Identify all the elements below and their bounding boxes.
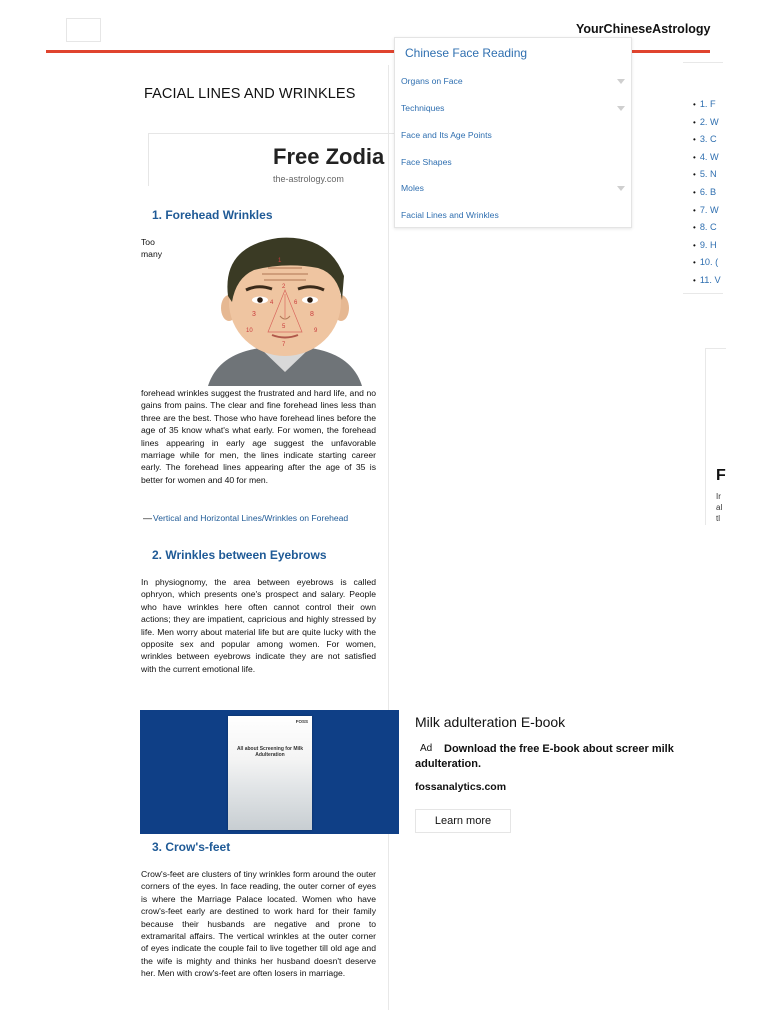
table-of-contents <box>683 62 723 294</box>
menu-item-label: Moles <box>401 183 424 193</box>
face-reading-dropdown-menu <box>394 37 632 228</box>
section-crows-feet-text: Crow's-feet are clusters of tiny wrinkles form around the outer corners of the eyes. In face reading, the outer corner of eyes is where the Marriage Palace located. Women who have crow's-feet early are destined to work hard for their family because their husbands are negative and prone to extramarital affairs. The vertical wrinkles at the outer corner of eyes indicate the couple fail to live together till old age and the wife is mighty and thinks her husband doesn't deserve her. Men with crow's-feet are often losers in marriage. <box>141 869 376 979</box>
side-card-title: F <box>716 467 726 484</box>
page-title: FACIAL LINES AND WRINKLES <box>144 86 356 102</box>
ad-top-title[interactable]: Free Zodia <box>273 144 385 169</box>
section-heading-eyebrows: 2. Wrinkles between Eyebrows <box>152 548 327 562</box>
ebook-cover-image[interactable] <box>228 716 312 830</box>
learn-more-button[interactable]: Learn more <box>415 809 511 833</box>
toc-item[interactable]: • 11. V <box>693 272 721 290</box>
menu-item-label: Face Shapes <box>401 157 452 167</box>
forehead-lines-link[interactable]: Vertical and Horizontal Lines/Wrinkles on Forehead <box>153 513 349 523</box>
svg-text:8: 8 <box>310 311 314 318</box>
menu-item-face-shapes[interactable] <box>401 151 627 173</box>
menu-item-organs-on-face[interactable] <box>401 70 627 92</box>
section-heading-crows-feet: 3. Crow's-feet <box>152 840 231 854</box>
svg-text:4: 4 <box>270 300 274 306</box>
chevron-down-icon[interactable] <box>617 186 625 191</box>
svg-text:9: 9 <box>314 328 318 334</box>
side-card-line: Ir <box>716 492 721 501</box>
chevron-down-icon[interactable] <box>617 106 625 111</box>
ad-domain[interactable]: fossanalytics.com <box>415 781 507 793</box>
ad-badge: Ad <box>420 743 433 754</box>
menu-item-techniques[interactable] <box>401 97 627 119</box>
section-forehead-text: forehead wrinkles suggest the frustrated and hard life, and no gains from pains. The clear and fine forehead lines less than three are the best. Those who have forehead lines before the age of 35 know what's what early. For women, the forehead lines appearing in early age suggest the unfavorable marriage while for men, the lines indicate starting career early. The forehead lines appearing after the age of 35 is better for women and 40 for men. <box>141 388 376 485</box>
side-card-line: tl <box>716 514 720 523</box>
toc-item[interactable]: • 2. W <box>693 114 721 132</box>
menu-item-age-points[interactable] <box>401 124 627 146</box>
section-heading-forehead: 1. Forehead Wrinkles <box>152 208 273 222</box>
toc-item[interactable]: • 10. ( <box>693 254 721 272</box>
menu-item-facial-lines[interactable] <box>401 204 627 226</box>
toc-item[interactable]: • 5. N <box>693 166 721 184</box>
menu-item-label: Organs on Face <box>401 76 463 86</box>
ad-title[interactable]: Milk adulteration E-book <box>415 714 566 730</box>
menu-item-label: Techniques <box>401 103 445 113</box>
column-divider <box>388 65 389 1010</box>
side-card[interactable] <box>705 348 726 525</box>
ebook-brand: FOSS <box>295 719 308 724</box>
menu-title-link[interactable]: Chinese Face Reading <box>405 46 528 60</box>
toc-item[interactable]: • 1. F <box>693 96 721 114</box>
toc-item[interactable]: • 4. W <box>693 149 721 167</box>
menu-item-moles[interactable] <box>401 177 627 199</box>
section-intro-text: Too many <box>141 237 163 260</box>
menu-item-label: Face and Its Age Points <box>401 130 492 140</box>
svg-text:2: 2 <box>282 284 286 290</box>
face-diagram-image <box>198 232 372 386</box>
ebook-title: All about Screening for Milk Adulteration <box>236 746 304 758</box>
svg-text:6: 6 <box>294 300 298 306</box>
toc-item[interactable]: • 7. W <box>693 202 721 220</box>
svg-text:5: 5 <box>282 324 286 330</box>
svg-text:10: 10 <box>246 328 253 334</box>
ad-top-banner[interactable] <box>148 133 399 186</box>
toc-item[interactable]: • 3. C <box>693 131 721 149</box>
link-dash: — <box>143 513 152 523</box>
toc-item[interactable]: • 8. C <box>693 219 721 237</box>
side-card-text <box>716 491 722 524</box>
brand-name[interactable]: YourChineseAstrology <box>576 22 711 36</box>
toc-item[interactable]: • 6. B <box>693 184 721 202</box>
svg-text:1: 1 <box>278 258 282 264</box>
ad-top-url[interactable]: the-astrology.com <box>273 174 344 184</box>
side-card-line: al <box>716 503 723 512</box>
section-eyebrows-text: In physiognomy, the area between eyebrows is called ophryon, which presents one's prospect and salary. People who have wrinkles here often cannot control their own actions; they are impatient, capricious and highly stressed by life. Men worry about material life but are quite lucky with the opposite sex and popular among women. For women, wrinkles between eyebrows indicate they are not satisfied with the current emotional life. <box>141 577 376 674</box>
svg-text:7: 7 <box>282 342 286 348</box>
menu-item-label: Facial Lines and Wrinkles <box>401 210 499 220</box>
toc-item[interactable]: • 9. H <box>693 237 721 255</box>
chevron-down-icon[interactable] <box>617 79 625 84</box>
ad-description[interactable]: Download the free E-book about screer milk adulteration. <box>415 743 674 770</box>
svg-text:3: 3 <box>252 311 256 318</box>
site-logo[interactable] <box>66 18 101 42</box>
